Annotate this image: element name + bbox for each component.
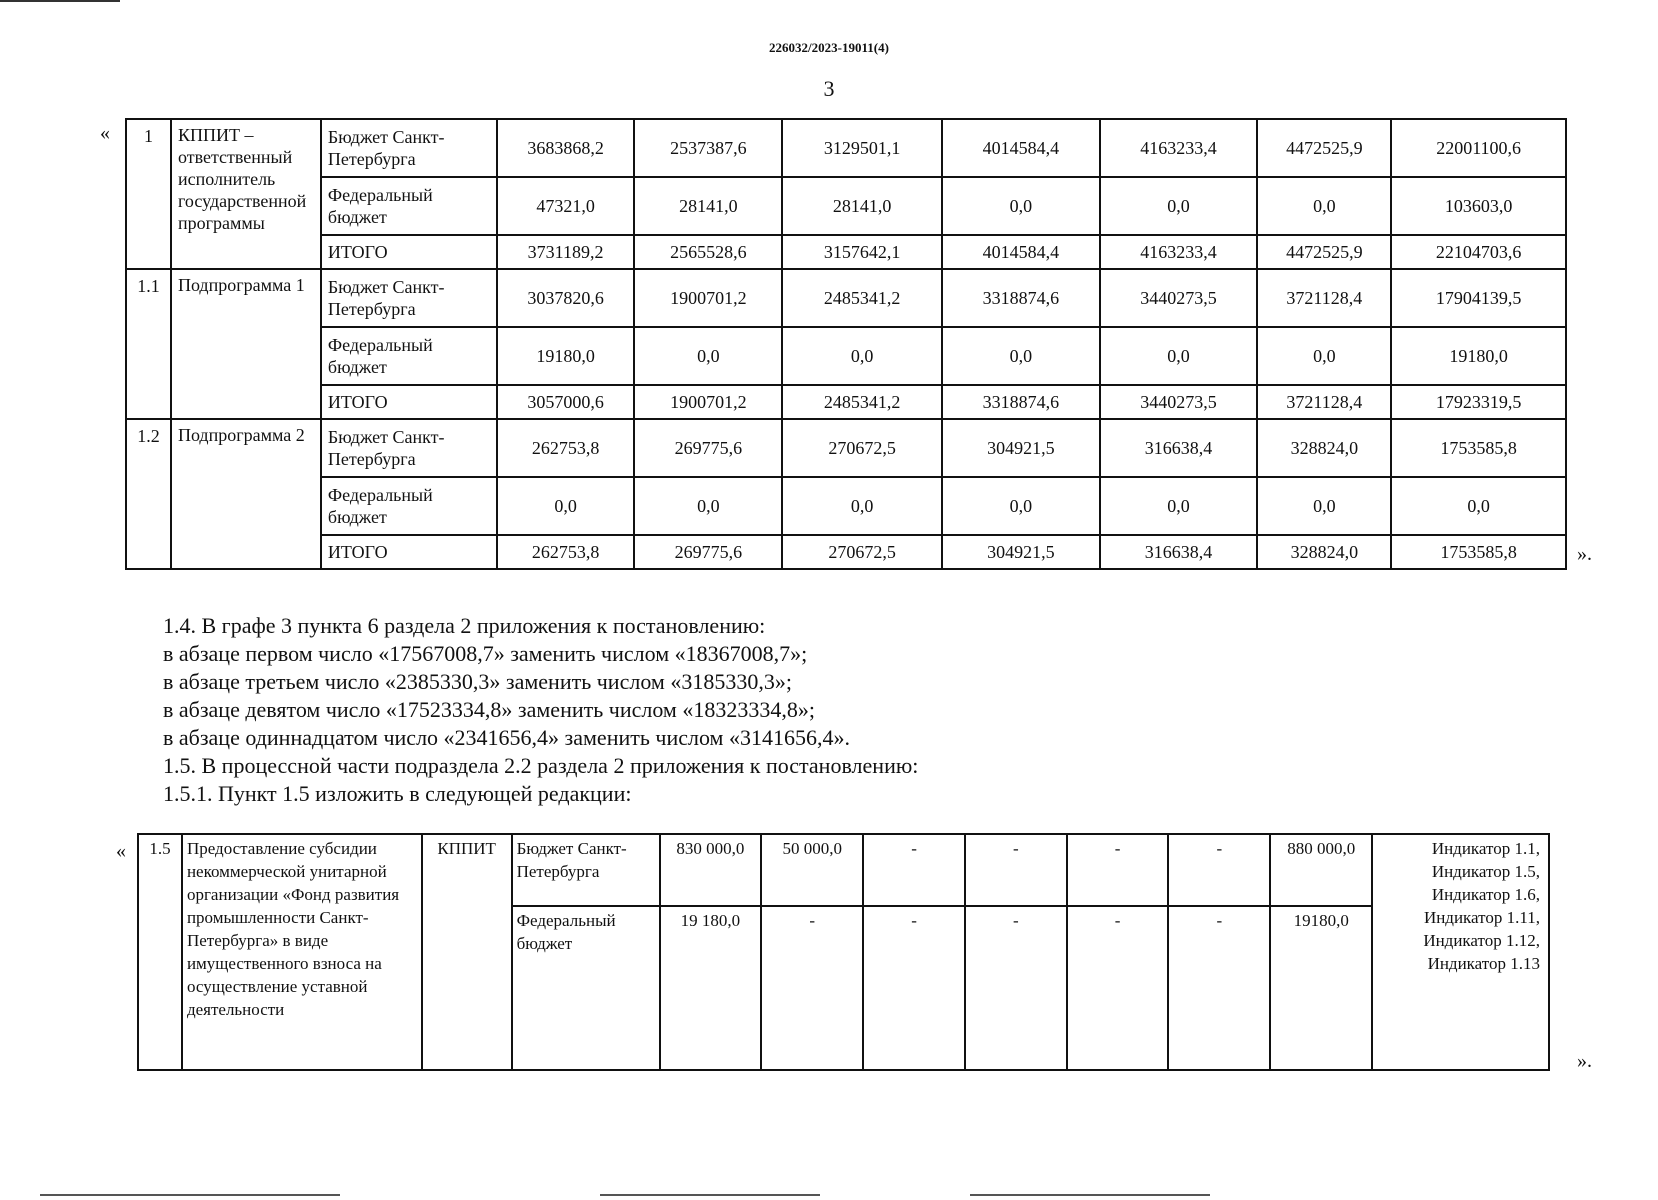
value-cell: - — [863, 906, 965, 1070]
value-cell: 28141,0 — [634, 177, 782, 235]
value-cell: 0,0 — [782, 477, 942, 535]
close-quote-1: ». — [1577, 543, 1592, 565]
page-number: 3 — [823, 76, 835, 101]
funding-source: Бюджет Санкт-Петербурга — [321, 269, 497, 327]
value-cell: - — [1067, 906, 1169, 1070]
value-cell: 1753585,8 — [1391, 535, 1566, 569]
funding-source: Федеральный бюджет — [512, 906, 660, 1070]
value-cell: 3683868,2 — [497, 119, 635, 177]
value-cell: 1753585,8 — [1391, 419, 1566, 477]
value-cell: 2485341,2 — [782, 385, 942, 419]
funding-table — [125, 118, 1567, 570]
document-id: 226032/2023-19011(4) — [769, 40, 889, 55]
open-quote-1: « — [100, 122, 110, 144]
value-cell: 19180,0 — [1270, 906, 1372, 1070]
value-cell: 50 000,0 — [761, 834, 863, 906]
value-cell: 830 000,0 — [660, 834, 762, 906]
value-cell: - — [1168, 834, 1270, 906]
paragraph: в абзаце одиннадцатом число «2341656,4» заменить числом «3141656,4». — [163, 725, 850, 750]
scan-edge-line — [970, 1194, 1210, 1196]
value-cell: 270672,5 — [782, 535, 942, 569]
value-cell: 304921,5 — [942, 419, 1100, 477]
scan-edge-line — [40, 1194, 340, 1196]
paragraph: в абзаце девятом число «17523334,8» заменить числом «18323334,8»; — [163, 697, 815, 722]
table-row — [126, 235, 1566, 269]
funding-source: ИТОГО — [321, 235, 497, 269]
value-cell: 19 180,0 — [660, 906, 762, 1070]
value-cell: 3440273,5 — [1100, 269, 1258, 327]
value-cell: 328824,0 — [1257, 419, 1391, 477]
value-cell: 1900701,2 — [634, 385, 782, 419]
value-cell: 0,0 — [942, 177, 1100, 235]
row-name: Подпрограмма 1 — [171, 269, 321, 419]
funding-source: Федеральный бюджет — [321, 477, 497, 535]
item-description: Предоставление субсидии некоммерческой унитарной организации «Фонд развития промышленности Санкт-Петербурга» в виде имущественного взноса на осуществление уставной деятельности — [182, 834, 422, 1070]
value-cell: 103603,0 — [1391, 177, 1566, 235]
value-cell: 4163233,4 — [1100, 119, 1258, 177]
table-row — [126, 177, 1566, 235]
table-row — [126, 535, 1566, 569]
value-cell: - — [761, 906, 863, 1070]
paragraph: в абзаце первом число «17567008,7» заменить числом «18367008,7»; — [163, 641, 808, 666]
value-cell: 4014584,4 — [942, 119, 1100, 177]
value-cell: 3037820,6 — [497, 269, 635, 327]
value-cell: 0,0 — [1100, 477, 1258, 535]
table-row — [126, 269, 1566, 327]
value-cell: 47321,0 — [497, 177, 635, 235]
value-cell: 0,0 — [634, 327, 782, 385]
value-cell: 316638,4 — [1100, 419, 1258, 477]
value-cell: - — [863, 834, 965, 906]
value-cell: - — [1168, 906, 1270, 1070]
value-cell: 262753,8 — [497, 535, 635, 569]
funding-source: Федеральный бюджет — [321, 327, 497, 385]
value-cell: 2565528,6 — [634, 235, 782, 269]
row-index: 1.1 — [126, 269, 171, 419]
value-cell: 3440273,5 — [1100, 385, 1258, 419]
value-cell: 3129501,1 — [782, 119, 942, 177]
paragraph: 1.5.1. Пункт 1.5 изложить в следующей редакции: — [163, 781, 632, 806]
value-cell: 0,0 — [782, 327, 942, 385]
row-name: КППИТ – ответственный исполнитель государственной программы — [171, 119, 321, 269]
value-cell: 19180,0 — [1391, 327, 1566, 385]
value-cell: - — [1067, 834, 1169, 906]
value-cell: 3721128,4 — [1257, 269, 1391, 327]
activity-table — [137, 833, 1550, 1071]
indicators: Индикатор 1.1, Индикатор 1.5, Индикатор 1.6, Индикатор 1.11, Индикатор 1.12, Индикатор 1.13 — [1372, 834, 1549, 1070]
row-name: Подпрограмма 2 — [171, 419, 321, 569]
value-cell: 328824,0 — [1257, 535, 1391, 569]
funding-source: Бюджет Санкт-Петербурга — [321, 419, 497, 477]
value-cell: 270672,5 — [782, 419, 942, 477]
row-index: 1.2 — [126, 419, 171, 569]
value-cell: 0,0 — [1257, 177, 1391, 235]
value-cell: 3731189,2 — [497, 235, 635, 269]
value-cell: 19180,0 — [497, 327, 635, 385]
table-row — [126, 419, 1566, 477]
value-cell: 3057000,6 — [497, 385, 635, 419]
value-cell: 3318874,6 — [942, 269, 1100, 327]
paragraph: в абзаце третьем число «2385330,3» заменить числом «3185330,3»; — [163, 669, 792, 694]
table-row — [126, 327, 1566, 385]
value-cell: - — [965, 906, 1067, 1070]
value-cell: 880 000,0 — [1270, 834, 1372, 906]
value-cell: 22001100,6 — [1391, 119, 1566, 177]
funding-source: ИТОГО — [321, 385, 497, 419]
table-row — [126, 385, 1566, 419]
funding-source: Бюджет Санкт-Петербурга — [512, 834, 660, 906]
value-cell: 316638,4 — [1100, 535, 1258, 569]
value-cell: 0,0 — [634, 477, 782, 535]
value-cell: 2537387,6 — [634, 119, 782, 177]
value-cell: 262753,8 — [497, 419, 635, 477]
table-row — [126, 119, 1566, 177]
item-executor: КППИТ — [422, 834, 512, 1070]
paragraph: 1.4. В графе 3 пункта 6 раздела 2 приложения к постановлению: — [163, 613, 766, 638]
value-cell: 304921,5 — [942, 535, 1100, 569]
value-cell: 3721128,4 — [1257, 385, 1391, 419]
value-cell: 269775,6 — [634, 419, 782, 477]
scan-edge-line — [0, 0, 120, 2]
value-cell: 17904139,5 — [1391, 269, 1566, 327]
value-cell: 0,0 — [1257, 327, 1391, 385]
value-cell: 22104703,6 — [1391, 235, 1566, 269]
value-cell: 0,0 — [1391, 477, 1566, 535]
value-cell: 0,0 — [1100, 177, 1258, 235]
funding-source: Федеральный бюджет — [321, 177, 497, 235]
value-cell: 17923319,5 — [1391, 385, 1566, 419]
value-cell: 4472525,9 — [1257, 235, 1391, 269]
row-index: 1 — [126, 119, 171, 269]
value-cell: 0,0 — [1100, 327, 1258, 385]
value-cell: 0,0 — [942, 477, 1100, 535]
value-cell: 4472525,9 — [1257, 119, 1391, 177]
table-row — [126, 477, 1566, 535]
value-cell: 0,0 — [497, 477, 635, 535]
open-quote-2: « — [116, 840, 126, 862]
scan-edge-line — [600, 1194, 820, 1196]
value-cell: 0,0 — [1257, 477, 1391, 535]
funding-source: Бюджет Санкт-Петербурга — [321, 119, 497, 177]
value-cell: 269775,6 — [634, 535, 782, 569]
value-cell: 4014584,4 — [942, 235, 1100, 269]
value-cell: 0,0 — [942, 327, 1100, 385]
value-cell: 1900701,2 — [634, 269, 782, 327]
value-cell: - — [965, 834, 1067, 906]
amendment-text — [163, 612, 918, 808]
paragraph: 1.5. В процессной части подраздела 2.2 раздела 2 приложения к постановлению: — [163, 753, 919, 778]
value-cell: 3318874,6 — [942, 385, 1100, 419]
value-cell: 28141,0 — [782, 177, 942, 235]
value-cell: 4163233,4 — [1100, 235, 1258, 269]
value-cell: 2485341,2 — [782, 269, 942, 327]
item-index: 1.5 — [138, 834, 182, 1070]
value-cell: 3157642,1 — [782, 235, 942, 269]
close-quote-2: ». — [1577, 1050, 1592, 1072]
funding-source: ИТОГО — [321, 535, 497, 569]
